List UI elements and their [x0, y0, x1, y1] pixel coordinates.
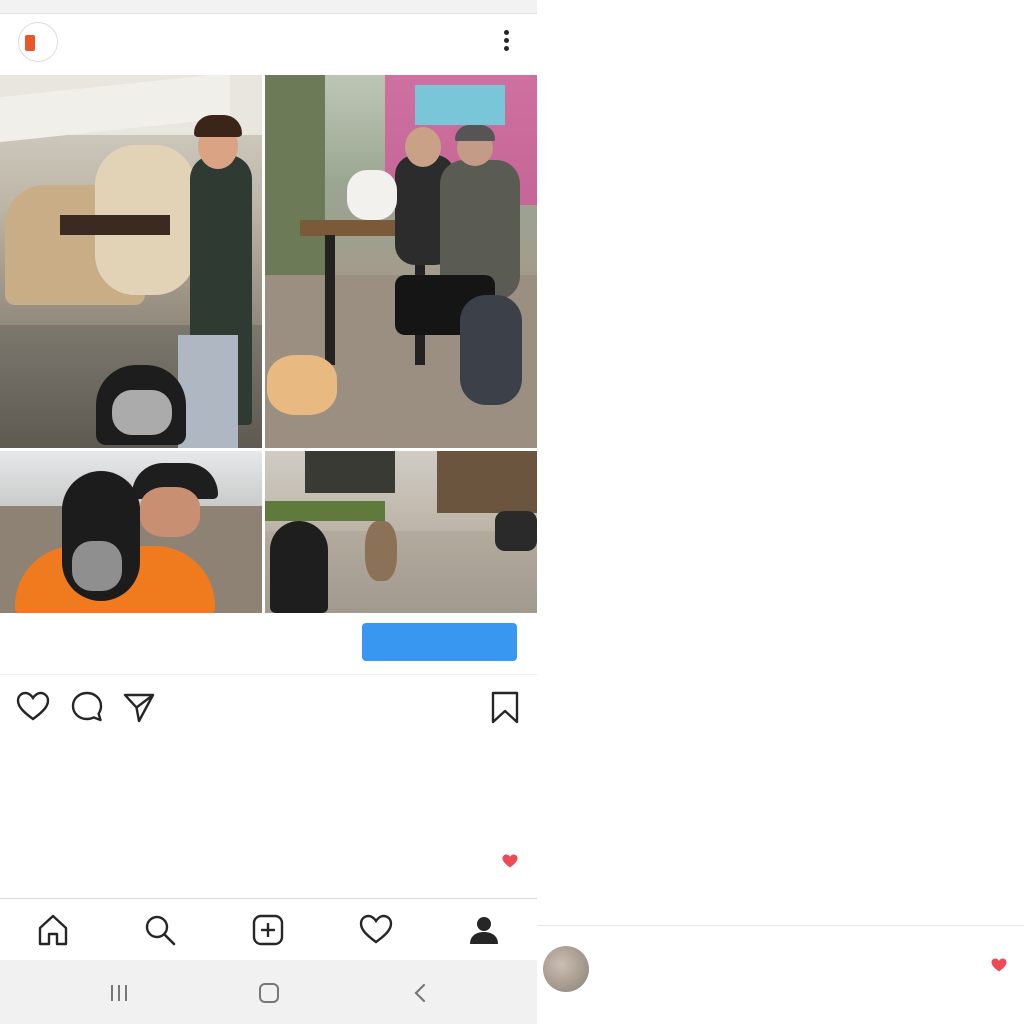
comment-icon[interactable] — [70, 690, 104, 724]
back-icon[interactable] — [410, 982, 432, 1004]
bookmark-icon[interactable] — [488, 690, 522, 724]
bottom-nav — [0, 898, 537, 960]
activity-icon[interactable] — [359, 913, 393, 947]
share-icon[interactable] — [122, 690, 156, 724]
status-bar — [0, 0, 537, 14]
photo-dog-and-cat — [265, 451, 537, 613]
divider — [537, 925, 1024, 926]
heart-icon[interactable] — [16, 690, 50, 724]
photo-man-with-dog — [0, 451, 262, 613]
home-button-icon[interactable] — [258, 982, 280, 1004]
profile-icon[interactable] — [467, 913, 501, 947]
liked-heart-icon[interactable] — [991, 958, 1007, 972]
caption-expanded-screen — [537, 0, 1024, 1024]
overlapped-caption-line — [605, 527, 1005, 549]
insights-row — [0, 615, 537, 675]
promote-button[interactable] — [362, 623, 517, 661]
liked-heart-icon[interactable] — [502, 854, 518, 868]
commenter-avatar[interactable] — [543, 946, 589, 992]
home-icon[interactable] — [36, 913, 70, 947]
caption-footer — [605, 549, 1015, 555]
avatar[interactable] — [18, 22, 58, 62]
recent-apps-icon[interactable] — [108, 982, 130, 1004]
logo-mark — [25, 35, 35, 51]
comment-meta — [605, 997, 677, 1014]
android-nav-bar — [0, 960, 537, 1024]
comment-item — [605, 944, 975, 967]
more-options-icon[interactable] — [498, 28, 514, 56]
photo-park-cats — [265, 75, 537, 448]
search-icon[interactable] — [143, 913, 177, 947]
post-actions-bar — [0, 686, 537, 730]
photo-horses-and-dog — [0, 75, 262, 448]
post-header — [0, 16, 537, 72]
post-caption — [20, 768, 520, 795]
post-photo-collage[interactable] — [0, 75, 537, 613]
add-icon[interactable] — [251, 913, 285, 947]
